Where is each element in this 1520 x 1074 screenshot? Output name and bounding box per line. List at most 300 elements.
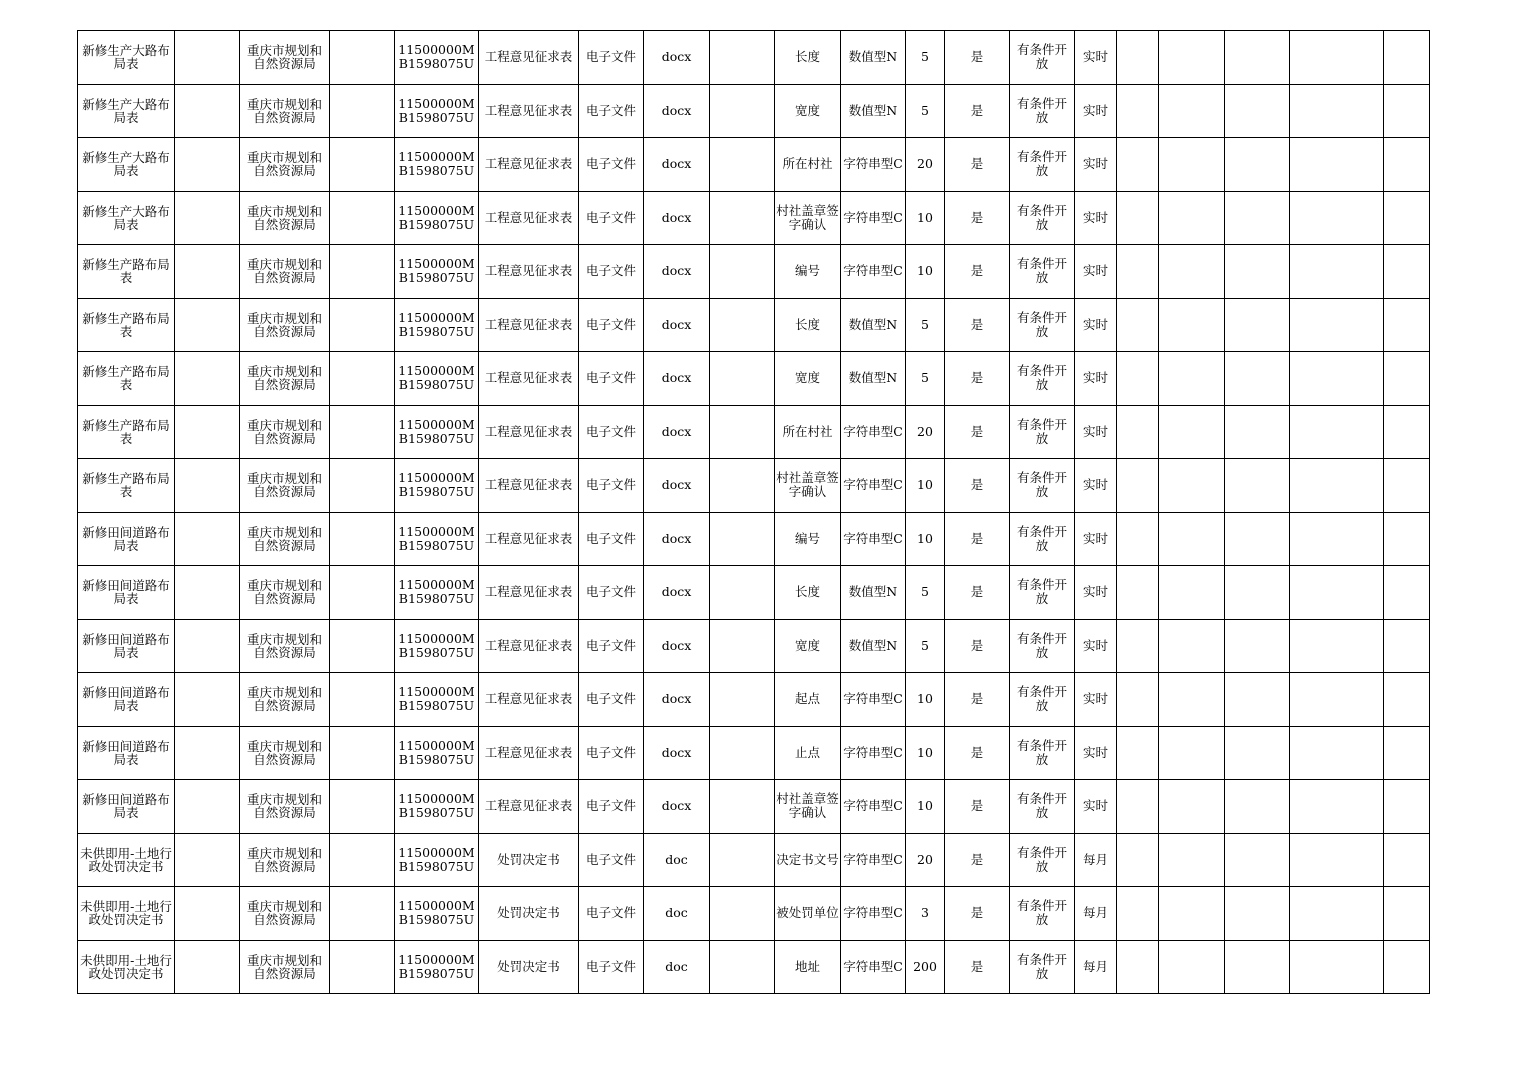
cell-update-frequency: 实时 <box>1075 726 1117 780</box>
cell-empty <box>330 940 395 994</box>
cell-empty <box>1225 191 1290 245</box>
cell-empty <box>1384 833 1430 887</box>
cell-empty <box>1225 245 1290 299</box>
cell-required: 是 <box>945 405 1010 459</box>
cell-share-type: 有条件开放 <box>1010 780 1075 834</box>
cell-empty <box>1159 940 1225 994</box>
cell-carrier: 电子文件 <box>579 619 644 673</box>
table-row <box>78 459 1430 513</box>
cell-required: 是 <box>945 780 1010 834</box>
cell-carrier: 电子文件 <box>579 940 644 994</box>
cell-update-frequency: 实时 <box>1075 619 1117 673</box>
cell-carrier: 电子文件 <box>579 352 644 406</box>
cell-resource-type: 工程意见征求表 <box>479 780 579 834</box>
cell-empty <box>175 31 240 85</box>
cell-resource-type: 工程意见征求表 <box>479 352 579 406</box>
cell-empty <box>1159 512 1225 566</box>
cell-length: 3 <box>906 887 945 941</box>
cell-empty <box>1384 352 1430 406</box>
cell-carrier: 电子文件 <box>579 566 644 620</box>
cell-data-type: 数值型N <box>841 619 906 673</box>
cell-department: 重庆市规划和自然资源局 <box>240 512 330 566</box>
cell-resource-type: 工程意见征求表 <box>479 619 579 673</box>
cell-empty <box>330 298 395 352</box>
cell-format: doc <box>644 940 710 994</box>
cell-share-type: 有条件开放 <box>1010 245 1075 299</box>
cell-data-type: 字符串型C <box>841 940 906 994</box>
cell-required: 是 <box>945 887 1010 941</box>
cell-empty <box>1290 833 1384 887</box>
cell-length: 10 <box>906 780 945 834</box>
cell-resource-type: 工程意见征求表 <box>479 31 579 85</box>
cell-empty <box>1290 780 1384 834</box>
cell-org-code: 11500000MB1598075U <box>395 31 479 85</box>
cell-resource-type: 处罚决定书 <box>479 833 579 887</box>
cell-required: 是 <box>945 245 1010 299</box>
cell-empty <box>1117 191 1159 245</box>
cell-carrier: 电子文件 <box>579 405 644 459</box>
cell-update-frequency: 实时 <box>1075 245 1117 299</box>
cell-resource-type: 工程意见征求表 <box>479 673 579 727</box>
cell-empty <box>710 31 775 85</box>
cell-empty <box>1117 726 1159 780</box>
cell-resource-name: 未供即用-土地行政处罚决定书 <box>78 940 175 994</box>
cell-empty <box>175 191 240 245</box>
cell-length: 10 <box>906 512 945 566</box>
cell-length: 5 <box>906 619 945 673</box>
cell-resource-name: 新修田间道路布局表 <box>78 619 175 673</box>
cell-empty <box>710 138 775 192</box>
table-row <box>78 940 1430 994</box>
table-row <box>78 298 1430 352</box>
cell-empty <box>330 619 395 673</box>
cell-empty <box>1117 245 1159 299</box>
cell-data-type: 字符串型C <box>841 405 906 459</box>
cell-length: 10 <box>906 245 945 299</box>
cell-data-type: 数值型N <box>841 31 906 85</box>
cell-update-frequency: 实时 <box>1075 352 1117 406</box>
table-row <box>78 31 1430 85</box>
cell-empty <box>710 298 775 352</box>
cell-empty <box>1384 673 1430 727</box>
cell-empty <box>1290 191 1384 245</box>
cell-resource-name: 新修生产大路布局表 <box>78 138 175 192</box>
cell-org-code: 11500000MB1598075U <box>395 780 479 834</box>
cell-format: doc <box>644 833 710 887</box>
cell-share-type: 有条件开放 <box>1010 31 1075 85</box>
cell-share-type: 有条件开放 <box>1010 459 1075 513</box>
cell-data-type: 字符串型C <box>841 138 906 192</box>
cell-update-frequency: 实时 <box>1075 31 1117 85</box>
cell-empty <box>1384 887 1430 941</box>
cell-empty <box>1290 887 1384 941</box>
cell-empty <box>710 84 775 138</box>
cell-length: 20 <box>906 405 945 459</box>
cell-empty <box>1159 566 1225 620</box>
cell-org-code: 11500000MB1598075U <box>395 566 479 620</box>
cell-empty <box>1159 459 1225 513</box>
cell-org-code: 11500000MB1598075U <box>395 459 479 513</box>
cell-org-code: 11500000MB1598075U <box>395 405 479 459</box>
cell-empty <box>1290 352 1384 406</box>
cell-field-name: 编号 <box>775 245 841 299</box>
cell-format: docx <box>644 298 710 352</box>
cell-resource-type: 处罚决定书 <box>479 940 579 994</box>
cell-length: 10 <box>906 191 945 245</box>
cell-data-type: 数值型N <box>841 352 906 406</box>
cell-empty <box>175 673 240 727</box>
cell-share-type: 有条件开放 <box>1010 512 1075 566</box>
cell-carrier: 电子文件 <box>579 726 644 780</box>
cell-carrier: 电子文件 <box>579 512 644 566</box>
cell-org-code: 11500000MB1598075U <box>395 352 479 406</box>
cell-required: 是 <box>945 512 1010 566</box>
cell-format: docx <box>644 673 710 727</box>
cell-empty <box>1384 138 1430 192</box>
cell-department: 重庆市规划和自然资源局 <box>240 298 330 352</box>
cell-org-code: 11500000MB1598075U <box>395 138 479 192</box>
cell-share-type: 有条件开放 <box>1010 84 1075 138</box>
cell-update-frequency: 实时 <box>1075 673 1117 727</box>
cell-resource-type: 工程意见征求表 <box>479 245 579 299</box>
cell-carrier: 电子文件 <box>579 459 644 513</box>
cell-empty <box>175 138 240 192</box>
cell-empty <box>175 352 240 406</box>
cell-empty <box>175 566 240 620</box>
cell-empty <box>1384 512 1430 566</box>
cell-empty <box>1159 298 1225 352</box>
cell-required: 是 <box>945 352 1010 406</box>
cell-empty <box>175 887 240 941</box>
cell-empty <box>1117 673 1159 727</box>
table-row <box>78 619 1430 673</box>
cell-resource-name: 新修田间道路布局表 <box>78 726 175 780</box>
cell-resource-name: 新修生产路布局表 <box>78 405 175 459</box>
table-row <box>78 780 1430 834</box>
cell-update-frequency: 实时 <box>1075 512 1117 566</box>
cell-empty <box>175 245 240 299</box>
cell-carrier: 电子文件 <box>579 780 644 834</box>
cell-required: 是 <box>945 459 1010 513</box>
cell-required: 是 <box>945 833 1010 887</box>
cell-empty <box>1225 673 1290 727</box>
cell-empty <box>710 191 775 245</box>
cell-empty <box>1290 459 1384 513</box>
cell-carrier: 电子文件 <box>579 191 644 245</box>
cell-empty <box>1159 84 1225 138</box>
cell-empty <box>1290 566 1384 620</box>
cell-empty <box>1290 298 1384 352</box>
cell-empty <box>1225 459 1290 513</box>
cell-empty <box>175 780 240 834</box>
cell-org-code: 11500000MB1598075U <box>395 191 479 245</box>
cell-empty <box>1117 298 1159 352</box>
cell-data-type: 字符串型C <box>841 191 906 245</box>
table-row <box>78 84 1430 138</box>
cell-field-name: 宽度 <box>775 619 841 673</box>
table-row <box>78 352 1430 406</box>
cell-required: 是 <box>945 673 1010 727</box>
cell-resource-name: 新修田间道路布局表 <box>78 566 175 620</box>
cell-empty <box>1384 780 1430 834</box>
cell-empty <box>1384 566 1430 620</box>
cell-data-type: 字符串型C <box>841 833 906 887</box>
cell-empty <box>1225 940 1290 994</box>
cell-empty <box>1159 833 1225 887</box>
cell-empty <box>175 405 240 459</box>
table-row <box>78 833 1430 887</box>
cell-format: docx <box>644 138 710 192</box>
cell-length: 5 <box>906 31 945 85</box>
cell-update-frequency: 实时 <box>1075 84 1117 138</box>
cell-empty <box>175 940 240 994</box>
cell-empty <box>1384 619 1430 673</box>
cell-empty <box>1117 940 1159 994</box>
cell-length: 10 <box>906 726 945 780</box>
table-row <box>78 512 1430 566</box>
cell-resource-name: 新修生产路布局表 <box>78 459 175 513</box>
cell-share-type: 有条件开放 <box>1010 298 1075 352</box>
cell-empty <box>1159 780 1225 834</box>
cell-empty <box>1225 566 1290 620</box>
cell-empty <box>175 84 240 138</box>
cell-empty <box>1290 726 1384 780</box>
cell-resource-name: 新修田间道路布局表 <box>78 673 175 727</box>
cell-empty <box>1117 138 1159 192</box>
cell-length: 5 <box>906 352 945 406</box>
cell-empty <box>710 459 775 513</box>
cell-format: docx <box>644 405 710 459</box>
cell-resource-type: 工程意见征求表 <box>479 84 579 138</box>
cell-empty <box>1225 619 1290 673</box>
cell-update-frequency: 实时 <box>1075 298 1117 352</box>
cell-resource-name: 新修田间道路布局表 <box>78 512 175 566</box>
cell-org-code: 11500000MB1598075U <box>395 940 479 994</box>
cell-empty <box>1290 673 1384 727</box>
cell-department: 重庆市规划和自然资源局 <box>240 84 330 138</box>
cell-empty <box>1117 887 1159 941</box>
cell-update-frequency: 实时 <box>1075 138 1117 192</box>
cell-field-name: 所在村社 <box>775 138 841 192</box>
cell-field-name: 宽度 <box>775 352 841 406</box>
cell-carrier: 电子文件 <box>579 833 644 887</box>
table-body <box>78 31 1430 994</box>
cell-empty <box>1225 780 1290 834</box>
cell-share-type: 有条件开放 <box>1010 619 1075 673</box>
cell-empty <box>1384 940 1430 994</box>
cell-empty <box>1225 833 1290 887</box>
cell-empty <box>1290 31 1384 85</box>
cell-field-name: 宽度 <box>775 84 841 138</box>
cell-empty <box>710 245 775 299</box>
cell-empty <box>1117 780 1159 834</box>
cell-field-name: 被处罚单位 <box>775 887 841 941</box>
cell-length: 20 <box>906 833 945 887</box>
cell-empty <box>710 405 775 459</box>
cell-empty <box>1117 566 1159 620</box>
cell-department: 重庆市规划和自然资源局 <box>240 138 330 192</box>
cell-empty <box>330 245 395 299</box>
cell-data-type: 字符串型C <box>841 780 906 834</box>
cell-department: 重庆市规划和自然资源局 <box>240 887 330 941</box>
cell-data-type: 数值型N <box>841 84 906 138</box>
cell-carrier: 电子文件 <box>579 138 644 192</box>
cell-department: 重庆市规划和自然资源局 <box>240 566 330 620</box>
cell-length: 200 <box>906 940 945 994</box>
cell-resource-type: 工程意见征求表 <box>479 298 579 352</box>
cell-empty <box>1117 512 1159 566</box>
cell-resource-name: 新修生产路布局表 <box>78 245 175 299</box>
cell-format: docx <box>644 31 710 85</box>
table-row <box>78 887 1430 941</box>
cell-required: 是 <box>945 298 1010 352</box>
cell-empty <box>330 405 395 459</box>
cell-share-type: 有条件开放 <box>1010 673 1075 727</box>
cell-empty <box>175 512 240 566</box>
cell-empty <box>330 352 395 406</box>
cell-empty <box>1159 245 1225 299</box>
cell-empty <box>330 566 395 620</box>
cell-format: docx <box>644 352 710 406</box>
cell-empty <box>330 512 395 566</box>
cell-share-type: 有条件开放 <box>1010 138 1075 192</box>
cell-empty <box>1384 31 1430 85</box>
cell-empty <box>1159 191 1225 245</box>
cell-department: 重庆市规划和自然资源局 <box>240 405 330 459</box>
cell-required: 是 <box>945 31 1010 85</box>
cell-required: 是 <box>945 726 1010 780</box>
cell-length: 5 <box>906 298 945 352</box>
cell-carrier: 电子文件 <box>579 31 644 85</box>
cell-format: docx <box>644 619 710 673</box>
cell-empty <box>330 726 395 780</box>
cell-empty <box>175 619 240 673</box>
cell-resource-type: 工程意见征求表 <box>479 512 579 566</box>
cell-empty <box>1159 726 1225 780</box>
cell-empty <box>1290 619 1384 673</box>
cell-org-code: 11500000MB1598075U <box>395 726 479 780</box>
cell-org-code: 11500000MB1598075U <box>395 245 479 299</box>
cell-empty <box>710 940 775 994</box>
cell-resource-type: 处罚决定书 <box>479 887 579 941</box>
cell-empty <box>330 459 395 513</box>
cell-empty <box>1290 512 1384 566</box>
cell-update-frequency: 实时 <box>1075 405 1117 459</box>
cell-empty <box>1290 84 1384 138</box>
cell-department: 重庆市规划和自然资源局 <box>240 459 330 513</box>
cell-empty <box>330 31 395 85</box>
cell-data-type: 字符串型C <box>841 245 906 299</box>
cell-empty <box>1290 138 1384 192</box>
cell-resource-name: 新修生产路布局表 <box>78 352 175 406</box>
cell-required: 是 <box>945 191 1010 245</box>
cell-field-name: 村社盖章签字确认 <box>775 459 841 513</box>
cell-field-name: 起点 <box>775 673 841 727</box>
cell-field-name: 决定书文号 <box>775 833 841 887</box>
cell-data-type: 字符串型C <box>841 726 906 780</box>
cell-empty <box>710 780 775 834</box>
cell-empty <box>1159 619 1225 673</box>
cell-empty <box>1117 405 1159 459</box>
cell-share-type: 有条件开放 <box>1010 940 1075 994</box>
cell-department: 重庆市规划和自然资源局 <box>240 245 330 299</box>
cell-share-type: 有条件开放 <box>1010 833 1075 887</box>
table-row <box>78 191 1430 245</box>
cell-carrier: 电子文件 <box>579 887 644 941</box>
cell-org-code: 11500000MB1598075U <box>395 673 479 727</box>
cell-carrier: 电子文件 <box>579 245 644 299</box>
cell-empty <box>1384 298 1430 352</box>
cell-empty <box>1159 31 1225 85</box>
table-row <box>78 138 1430 192</box>
cell-resource-name: 新修田间道路布局表 <box>78 780 175 834</box>
cell-department: 重庆市规划和自然资源局 <box>240 673 330 727</box>
cell-empty <box>175 298 240 352</box>
cell-empty <box>175 833 240 887</box>
cell-required: 是 <box>945 566 1010 620</box>
table-row <box>78 566 1430 620</box>
cell-required: 是 <box>945 940 1010 994</box>
cell-required: 是 <box>945 619 1010 673</box>
cell-field-name: 长度 <box>775 31 841 85</box>
cell-resource-name: 新修生产大路布局表 <box>78 31 175 85</box>
table-row <box>78 405 1430 459</box>
cell-update-frequency: 实时 <box>1075 780 1117 834</box>
cell-resource-name: 新修生产大路布局表 <box>78 191 175 245</box>
cell-empty <box>175 726 240 780</box>
cell-empty <box>710 833 775 887</box>
cell-empty <box>710 512 775 566</box>
cell-empty <box>330 138 395 192</box>
cell-empty <box>1159 138 1225 192</box>
cell-field-name: 长度 <box>775 566 841 620</box>
cell-empty <box>1225 405 1290 459</box>
cell-resource-type: 工程意见征求表 <box>479 459 579 513</box>
cell-resource-name: 未供即用-土地行政处罚决定书 <box>78 887 175 941</box>
cell-resource-type: 工程意见征求表 <box>479 566 579 620</box>
cell-resource-name: 新修生产路布局表 <box>78 298 175 352</box>
cell-format: docx <box>644 726 710 780</box>
cell-empty <box>1117 619 1159 673</box>
cell-org-code: 11500000MB1598075U <box>395 833 479 887</box>
cell-org-code: 11500000MB1598075U <box>395 619 479 673</box>
cell-field-name: 长度 <box>775 298 841 352</box>
cell-field-name: 所在村社 <box>775 405 841 459</box>
cell-department: 重庆市规划和自然资源局 <box>240 619 330 673</box>
cell-empty <box>1117 31 1159 85</box>
cell-empty <box>1225 298 1290 352</box>
cell-length: 10 <box>906 673 945 727</box>
cell-department: 重庆市规划和自然资源局 <box>240 940 330 994</box>
cell-format: docx <box>644 780 710 834</box>
cell-empty <box>330 673 395 727</box>
cell-field-name: 止点 <box>775 726 841 780</box>
cell-empty <box>1117 833 1159 887</box>
catalog-table <box>77 30 1430 994</box>
cell-empty <box>1225 138 1290 192</box>
cell-resource-type: 工程意见征求表 <box>479 405 579 459</box>
cell-empty <box>1159 887 1225 941</box>
table-row <box>78 245 1430 299</box>
cell-update-frequency: 实时 <box>1075 191 1117 245</box>
cell-required: 是 <box>945 84 1010 138</box>
cell-field-name: 村社盖章签字确认 <box>775 191 841 245</box>
cell-department: 重庆市规划和自然资源局 <box>240 31 330 85</box>
cell-format: docx <box>644 512 710 566</box>
cell-length: 10 <box>906 459 945 513</box>
cell-department: 重庆市规划和自然资源局 <box>240 833 330 887</box>
cell-empty <box>1384 459 1430 513</box>
